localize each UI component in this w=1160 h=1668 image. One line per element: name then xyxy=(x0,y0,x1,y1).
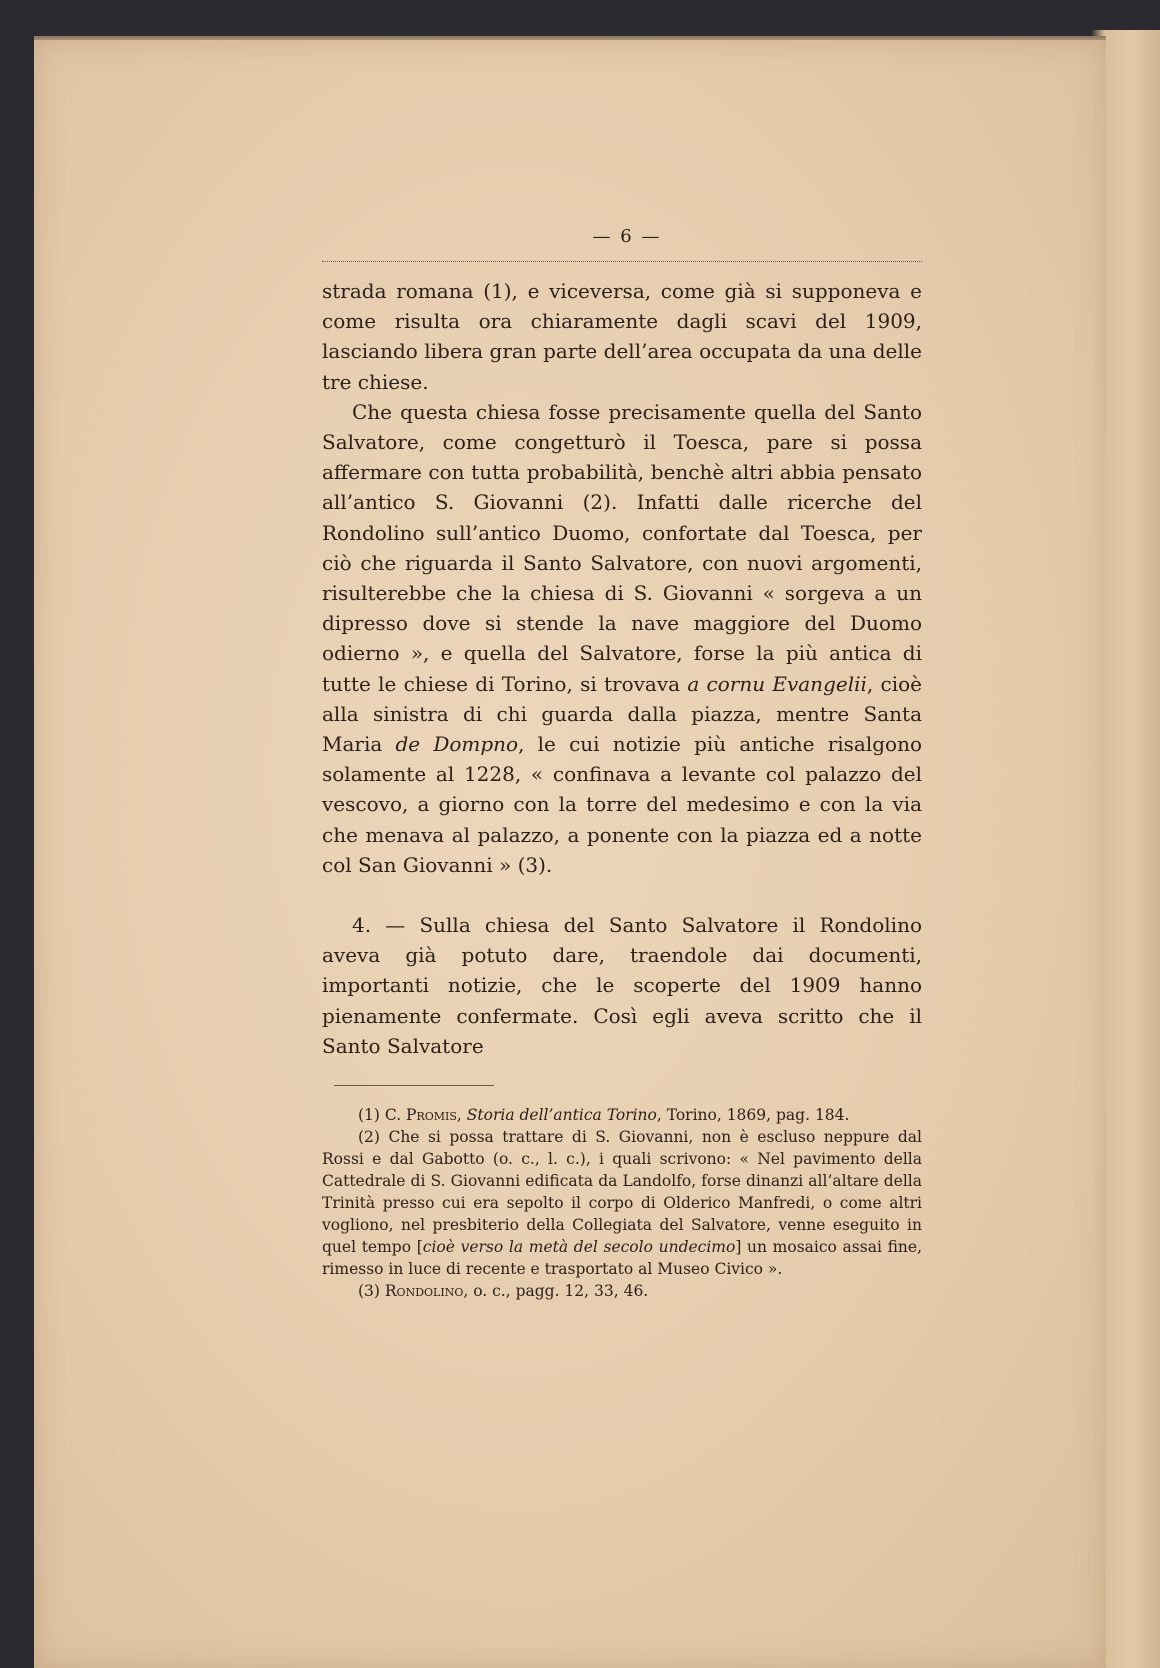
paragraph-2-italic-b: de Dompno xyxy=(395,732,519,757)
footnote-1-text-c: , Torino, 1869, pag. 184. xyxy=(656,1106,850,1125)
paragraph-2-text-a: Che questa chiesa fosse precisamente quella del Santo Salvatore, come congetturò il Toesca, pare si possa affermare con tutta probabilità, benchè altri abbia pensato all’antico S. Giovanni (2). Infatti dalle ricerche del Rondolino sull’antico Duomo, confortate dal Toesca, per ciò che riguarda il Santo Salvatore, con nuovi argomenti, risulterebbe che la chiesa di S. Giovanni « sorgeva a un dipresso dove si stende la nave maggiore del Duomo odierno », e quella del Salvatore, forse la più antica di tutte le chiese di Torino, si trovava xyxy=(322,399,922,696)
footnote-1-author: Promis xyxy=(406,1106,457,1125)
section-gap xyxy=(322,880,922,910)
footnote-2-text-b: ] un mosaico assai fine, rimesso in luce di recente e trasportato al Museo Civico ». xyxy=(322,1238,922,1279)
header-rule xyxy=(322,261,922,262)
footnote-2 xyxy=(322,1126,922,1280)
paragraph-3 xyxy=(322,910,922,1061)
footnote-3-author: Rondolino xyxy=(384,1282,464,1301)
footnote-1-text-b: , xyxy=(456,1106,467,1125)
footnote-3-text-b: , o. c., pagg. 12, 33, 46. xyxy=(463,1282,649,1301)
paragraph-2-text-b: , cioè alla sinistra di chi guarda dalla piazza, mentre Santa Maria xyxy=(322,671,923,757)
footnote-3 xyxy=(322,1280,922,1302)
footnote-2-text-a: (2) Che si possa trattare di S. Giovanni, non è escluso neppure dal Rossi e dal Gabotto (o. c., l. c.), i quali scrivono: « Nel pavimento della Cattedrale di S. Giovanni edificata da Landolfo, forse dinanzi all’altare della Trinità presso cui era sepolto il corpo di Olderico Manfredi, o come altri vogliono, nel presbiterio della Collegiata del Salvatore, venne eseguito in quel tempo [ xyxy=(322,1128,922,1257)
footnote-1-text-a: (1) C. xyxy=(358,1106,407,1125)
paragraph-3-text: 4. — Sulla chiesa del Santo Salvatore il Rondolino aveva già potuto dare, traendole dai documenti, importanti notizie, che le scoperte del 1909 hanno pienamente confermate. Così egli aveva scritto che il Santo Salvatore xyxy=(322,913,922,1058)
paragraph-1-text: strada romana (1), e viceversa, come già si supponeva e come risulta ora chiaramente dagli scavi del 1909, lasciando libera gran parte dell’area occupata da una delle tre chiese. xyxy=(322,279,922,394)
text-block xyxy=(322,226,922,1302)
footnote-1 xyxy=(322,1104,922,1126)
paragraph-2-italic-a: a cornu Evangelii xyxy=(687,671,867,696)
paragraph-2-text-c: , le cui notizie più antiche risalgono solamente al 1228, « confinava a levante col palazzo del vescovo, a giorno con la torre del medesimo e con la via che menava al palazzo, a ponente con la piazza ed a notte col San Giovanni » (3). xyxy=(322,732,923,877)
paragraph-1 xyxy=(322,276,922,397)
body-text xyxy=(322,276,922,1061)
page-number: — 6 — xyxy=(592,226,662,247)
footnote-1-title: Storia dell’antica Torino xyxy=(466,1106,657,1125)
footnote-2-italic: cioè verso la metà del secolo undecimo xyxy=(422,1238,736,1257)
footnotes xyxy=(322,1104,922,1302)
footnote-rule xyxy=(334,1085,494,1086)
paragraph-2 xyxy=(322,397,922,880)
footnote-3-text-a: (3) xyxy=(358,1282,385,1301)
